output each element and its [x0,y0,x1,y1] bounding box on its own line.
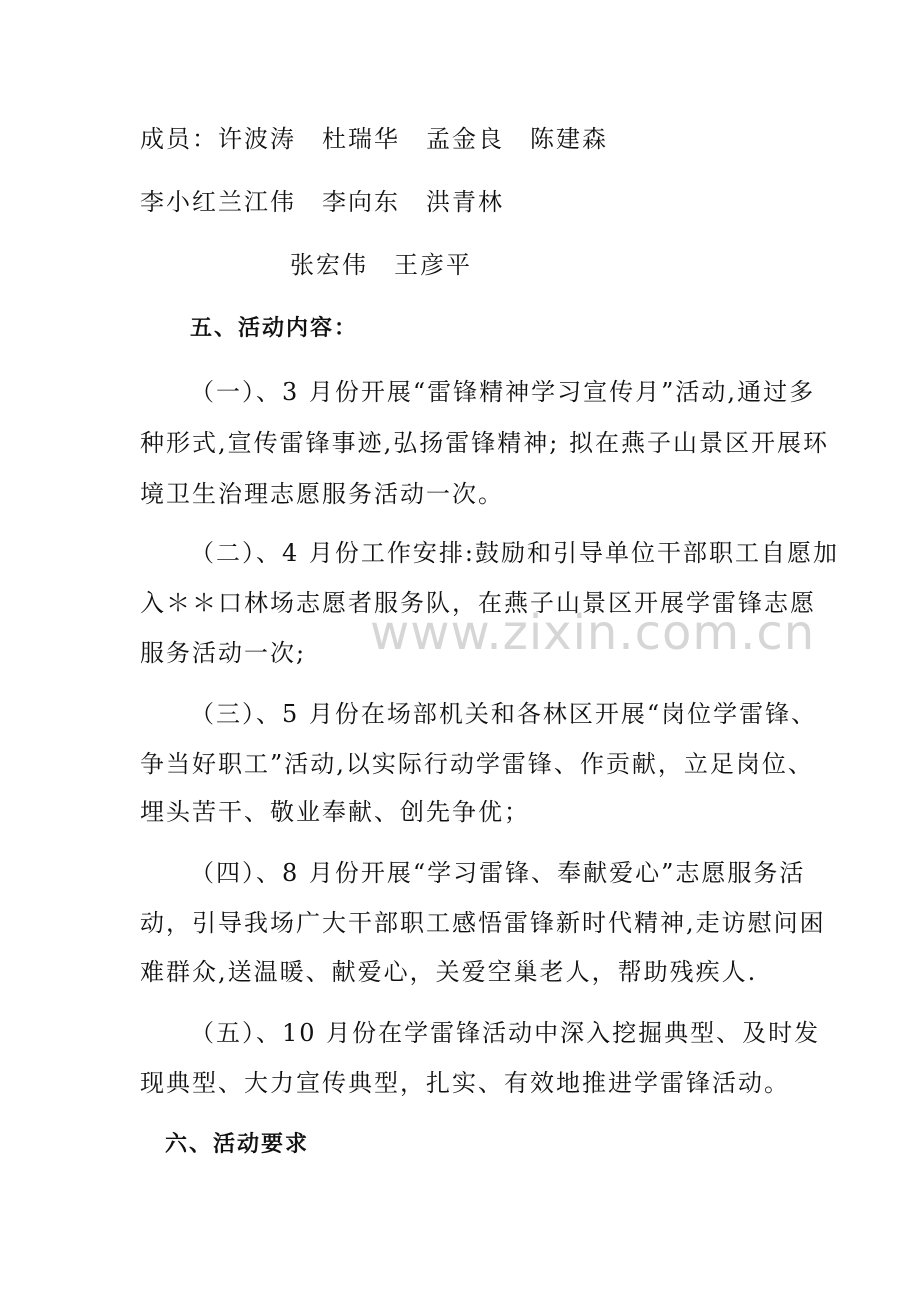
item-2-line-2: 入＊＊口林场志愿者服务队，在燕子山景区开展学雷锋志愿 [140,589,816,617]
item-4-line-1: （四）、8 月份开展“学习雷锋、奉献爱心”志愿服务活 [190,859,806,887]
item-3-line-1: （三）、5 月份在场部机关和各林区开展“岗位学雷锋、 [190,700,818,728]
item-2-line-1: （二）、4 月份工作安排:鼓励和引导单位干部职工自愿加 [190,539,839,567]
section-6-heading: 六、活动要求 [165,1132,310,1157]
item-1-line-1: （一）、3 月份开展“雷锋精神学习宣传月”活动,通过多 [190,378,816,406]
item-5-line-2: 现典型、大力宣传典型，扎实、有效地推进学雷锋活动。 [140,1069,790,1097]
members-line-1: 成员：许波涛 杜瑞华 孟金良 陈建森 [140,125,608,153]
item-4-line-3: 难群众,送温暖、献爱心，关爱空巢老人，帮助残疾人. [140,958,758,986]
item-1-line-3: 境卫生治理志愿服务活动一次。 [140,480,504,508]
item-4-line-2: 动，引导我场广大干部职工感悟雷锋新时代精神,走访慰问困 [140,909,826,937]
members-line-3: 张宏伟 王彦平 [290,251,472,279]
item-3-line-2: 争当好职工”活动,以实际行动学雷锋、作贡献，立足岗位、 [140,750,814,778]
members-line-2: 李小红兰江伟 李向东 洪青林 [140,188,504,216]
item-1-line-2: 种形式,宣传雷锋事迹,弘扬雷锋精神; 拟在燕子山景区开展环 [140,429,829,457]
item-5-line-1: （五）、10 月份在学雷锋活动中深入挖掘典型、及时发 [190,1019,821,1047]
section-5-heading: 五、活动内容： [190,316,359,341]
item-2-line-3: 服务活动一次; [140,639,307,667]
watermark: www.zixin.com.cn [370,605,816,661]
item-3-line-3: 埋头苦干、敬业奉献、创先争优； [140,798,530,826]
